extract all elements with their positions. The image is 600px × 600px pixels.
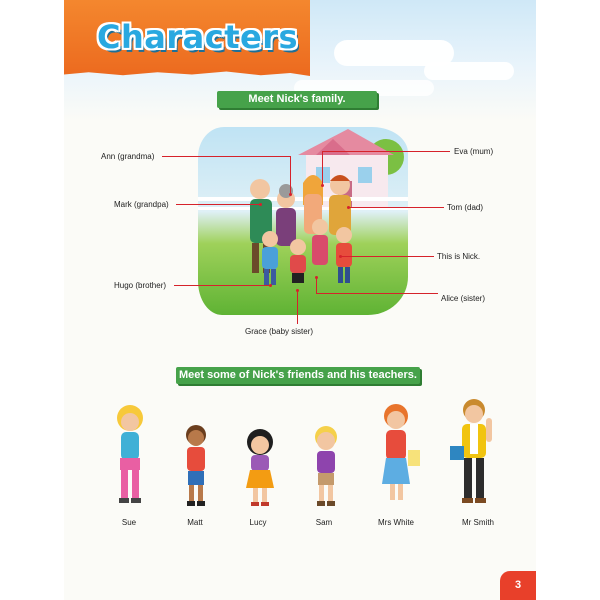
friend-mr-smith-figure [448,396,506,508]
pointer-line [297,290,298,324]
pointer-dot [315,276,318,279]
friend-sue-figure [108,400,152,508]
pointer-line [316,277,317,293]
pointer-dot [296,289,299,292]
friend-name-sue: Sue [121,518,137,527]
friends-heading: Meet some of Nick's friends and his teachers. [176,367,420,384]
friend-mrs-white-figure [374,402,422,508]
pointer-line [290,156,291,194]
friend-name-mr-smith: Mr Smith [462,518,494,527]
friend-name-lucy: Lucy [249,518,267,527]
label-alice: Alice (sister) [441,294,486,303]
friend-name-mrs-white: Mrs White [378,518,414,527]
friend-name-sam: Sam [315,518,333,527]
label-nick: This is Nick. [437,252,481,261]
pointer-dot [269,284,272,287]
friend-lucy-figure [238,428,282,508]
pointer-line [322,151,323,185]
page-number: 3 [500,571,536,600]
label-eva: Eva (mum) [454,147,494,156]
pointer-line [176,204,260,205]
pointer-line [316,293,438,294]
pointer-line [348,207,444,208]
pointer-dot [339,255,342,258]
label-ann: Ann (grandma) [101,152,155,161]
label-grace: Grace (baby sister) [245,327,314,336]
label-hugo: Hugo (brother) [114,281,167,290]
label-tom: Tom (dad) [447,203,484,212]
pointer-line [322,151,450,152]
friend-sam-figure [304,424,348,508]
pointer-dot [259,203,262,206]
pointer-dot [347,206,350,209]
pointer-line [340,256,434,257]
pointer-line [162,156,290,157]
friend-name-matt: Matt [187,518,203,527]
label-mark: Mark (grandpa) [114,200,169,209]
pointer-dot [289,193,292,196]
page-title: Characters [97,18,299,56]
family-heading: Meet Nick's family. [217,91,377,108]
friend-matt-figure [176,422,216,508]
pointer-line [174,285,270,286]
cloud [424,62,514,80]
pointer-dot [321,184,324,187]
